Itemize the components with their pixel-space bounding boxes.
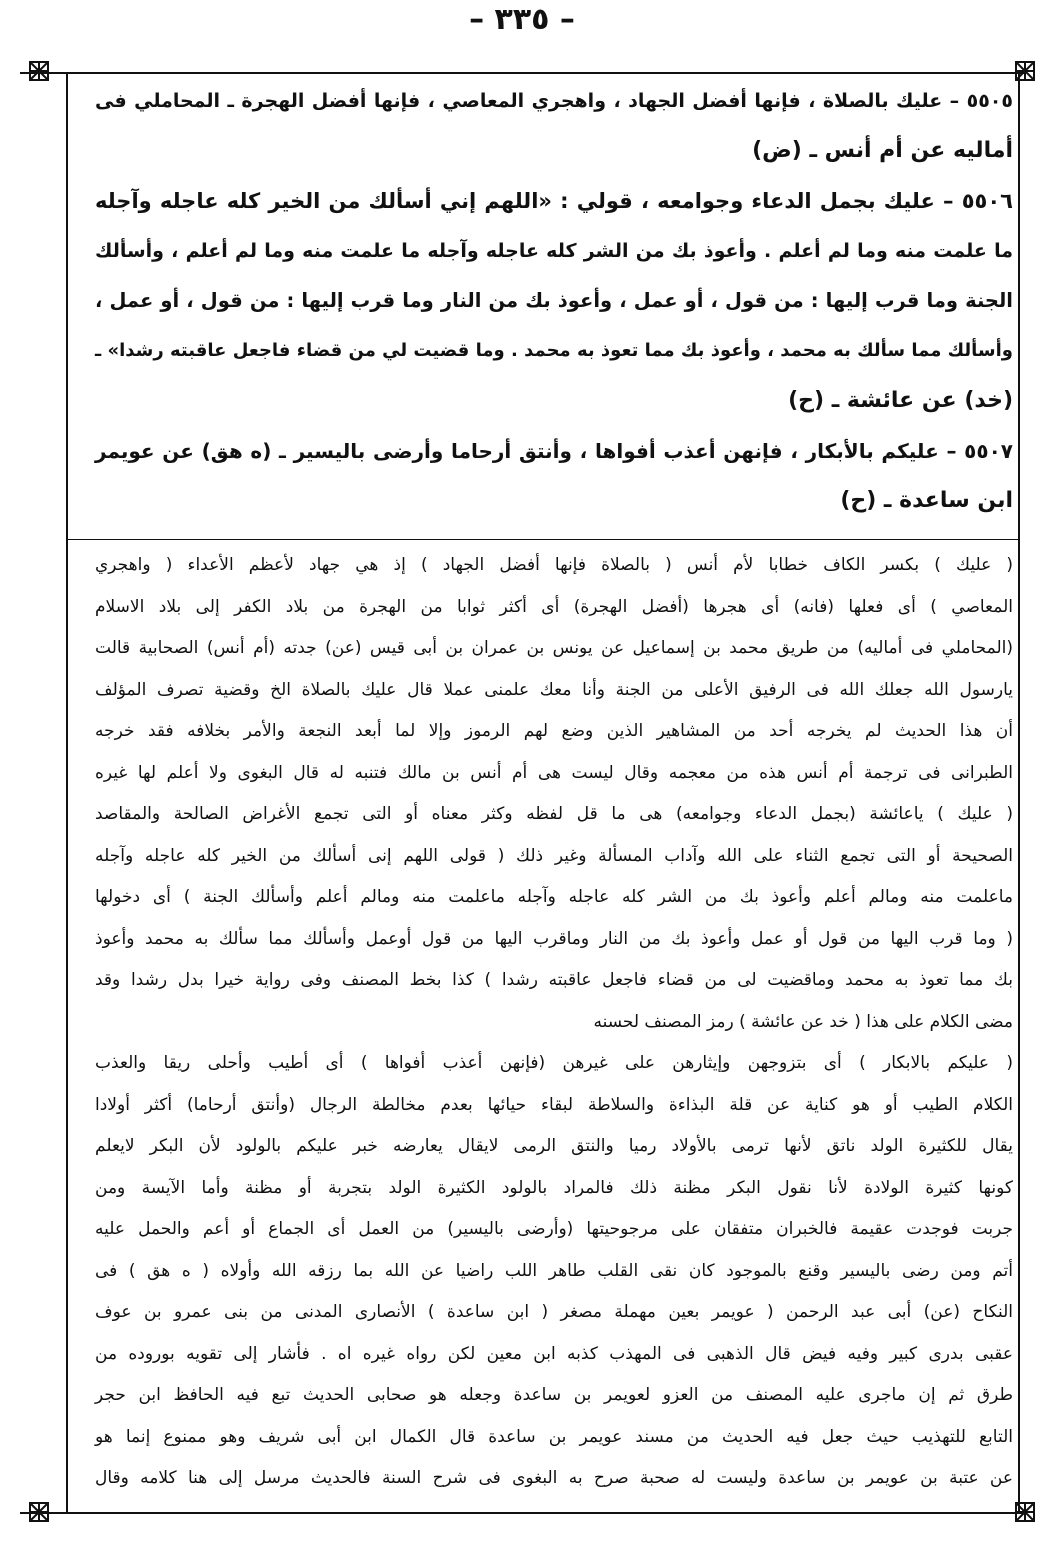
commentary-line: يقال للكثيرة الولد ناتق لأنها ترمى بالأولاد رميا والنتق الرمى لايقال يعارضه خبر عليكم بالولود لأن البكر لايعلم: [95, 1136, 1013, 1156]
commentary-line: بك مما تعوذ به محمد وماقضيت لى من قضاء فاجعل عاقبته رشدا ) كذا بخط المصنف وفى رواية خيرا بدل رشدا وقد: [95, 970, 1013, 990]
commentary-line: التابع للتهذيب حيث جعل فيه الحديث من مسند عويمر بن ساعدة قال الكمال ابن أبى شريف وهو ممنوع إنما هو: [95, 1426, 1013, 1447]
top-border: [20, 72, 1024, 74]
hadith-line: ٥٥٠٦ – عليك بجمل الدعاء وجوامعه ، قولي : «اللهم إني أسألك من الخير كله عاجله وآجله: [95, 189, 1013, 213]
hadith-line: ابن ساعدة ـ (ح): [840, 488, 1013, 513]
commentary-line: ( عليك ) بكسر الكاف خطابا لأم أنس ( بالصلاة فإنها أفضل الجهاد ) إذ هي جهاد لأعظم الأعداء ( واهجري: [95, 555, 1013, 575]
commentary-line: الصحيحة أو التى تجمع الثناء على الله وآداب المسألة وغير ذلك ( قولى اللهم إنى أسألك من الخير كله عاجله وآجله: [95, 845, 1013, 866]
hadith-line: أماليه عن أم أنس ـ (ض): [752, 138, 1013, 163]
commentary-line: ( عليكم بالابكار ) أى بتزوجهن وإيثارهن على غيرهن (فإنهن أعذب أفواها ) أى أطيب وأحلى ريقا والعذب: [95, 1053, 1013, 1073]
commentary-line: ماعلمت منه ومالم أعلم وأعوذ بك من الشر كله عاجله وآجله ماعلمت منه ومالم أعلم وأسألك الجنة ) أى دخولها: [95, 887, 1013, 907]
hadith-line: ٥٥٠٥ – عليك بالصلاة ، فإنها أفضل الجهاد ، واهجري المعاصي ، فإنها أفضل الهجرة ـ المحاملي فى: [95, 90, 1013, 112]
commentary-text: [95, 545, 1013, 1500]
commentary-line: (المحاملي فى أماليه) من طريق محمد بن إسماعيل عن يونس بن عمران بن أبى قيس (عن) جدته (أم أنس) الصحابية قالت: [95, 638, 1013, 658]
page-number: – ٣٣٥ –: [469, 2, 575, 37]
commentary-line: عقبى بدرى كبير وفيه فيض قال الذهبى فى المهذب كذبه ابن معين لكن رواه غيره اه . فأشار إلى تقويه بوروده من: [95, 1343, 1013, 1364]
commentary-line: ( عليك ) ياعائشة (بجمل الدعاء وجوامعه) هى ما قل لفظه وكثر معناه أو التى تجمع الأغراض الصالحة والمقاصد: [95, 804, 1013, 824]
footnote-separator: [66, 539, 1018, 540]
commentary-line: كونها كثيرة الولادة لأنا نقول البكر مظنة ذلك فالمراد بالولود الكثيرة الولد بتجربة أو مظنة وأما الآيسة ومن: [95, 1177, 1013, 1198]
commentary-line: عن عتبة بن عويمر بن ساعدة وليست له صحبة صرح به البغوى فى شرح السنة فالحديث مرسل إلى هنا كلامه وقال: [95, 1468, 1013, 1488]
commentary-line: أن هذا الحديث لم يخرجه أحد من المشاهير الذين وضع لهم الرموز وإلا لما أبعد النجعة والأمر بخلافه فقد خرجه: [95, 721, 1013, 741]
commentary-line: طرق ثم إن ماجرى عليه المصنف من العزو لعويمر بن ساعدة وجعله هو صحابى الحديث تبع فيه الحافظ ابن حجر: [95, 1385, 1013, 1405]
commentary-line: ( وما قرب اليها من قول أو عمل وأعوذ بك من النار وماقرب اليها من قول أوعمل وأسألك مما سألك به محمد وأعوذ: [95, 928, 1013, 949]
corner-ornament-icon: [1014, 1501, 1036, 1523]
commentary-line: أتم ومن رضى باليسير وقنع بالموجود كان نقى القلب طاهر اللب راضيا عن الله بما رزقه الله وأولاه ( ه هق ) فى: [95, 1260, 1013, 1281]
left-border: [66, 72, 68, 1512]
hadith-line: الجنة وما قرب إليها : من قول ، أو عمل ، وأعوذ بك من النار وما قرب إليها : من قول ، أو عمل ،: [95, 289, 1013, 312]
commentary-line: مضى الكلام على هذا ( خد عن عائشة ) رمز المصنف لحسنه: [593, 1011, 1013, 1032]
commentary-line: المعاصي ) أى فعلها (فانه) أى هجرها (أفضل الهجرة) أى أكثر ثوابا من الهجرة من بلاد الكفر إلى بلاد الاسلام: [95, 596, 1013, 617]
commentary-line: الكلام الطيب أو هو كناية عن قلة البذاءة والسلاطة لبقاء حيائها بعدم مخالطة الرجال (وأنتق أرحاما) أكثر أولادا: [95, 1094, 1013, 1115]
right-border: [1018, 72, 1020, 1512]
corner-ornament-icon: [28, 60, 50, 82]
commentary-line: النكاح (عن) أبى عبد الرحمن ( عويمر بعين مهملة مصغر ( ابن ساعدة ) الأنصارى المدنى من بنى عمرو بن عوف: [95, 1302, 1013, 1322]
hadith-line: ٥٥٠٧ – عليكم بالأبكار ، فإنهن أعذب أفواها ، وأنتق أرحاما وأرضى باليسير ـ (ه هق) عن عويمر: [95, 439, 1013, 463]
hadith-line: وأسألك مما سألك به محمد ، وأعوذ بك مما تعوذ به محمد . وما قضيت لي من قضاء فاجعل عاقبته رشدا» ـ: [95, 340, 1013, 361]
corner-ornament-icon: [1014, 60, 1036, 82]
commentary-line: يارسول الله جعلك الله فى الرفيق الأعلى من الجنة وأنا معك علمنى عملا قال عليك بالصلاة الخ وقضية تصرف المؤلف: [95, 679, 1013, 700]
hadith-line: ما علمت منه وما لم أعلم . وأعوذ بك من الشر كله عاجله وآجله ما علمت منه وما لم أعلم ، وأسألك: [95, 240, 1013, 262]
corner-ornament-icon: [28, 1501, 50, 1523]
commentary-line: الطبرانى فى ترجمة أم أنس هذه من معجمه وقال ليست هى أم أنس بن مالك فتنبه له قال البغوى ولا أعلم لها غيره: [95, 762, 1013, 783]
hadith-text: [95, 76, 1013, 526]
bottom-border: [20, 1512, 1024, 1514]
hadith-line: (خد) عن عائشة ـ (ح): [788, 388, 1013, 413]
commentary-line: جربت فوجدت عقيمة فالخبران متفقان على مرجوحيتها (وأرضى باليسير) من العمل أى الجماع أو أعم والحمل عليه: [95, 1219, 1013, 1239]
